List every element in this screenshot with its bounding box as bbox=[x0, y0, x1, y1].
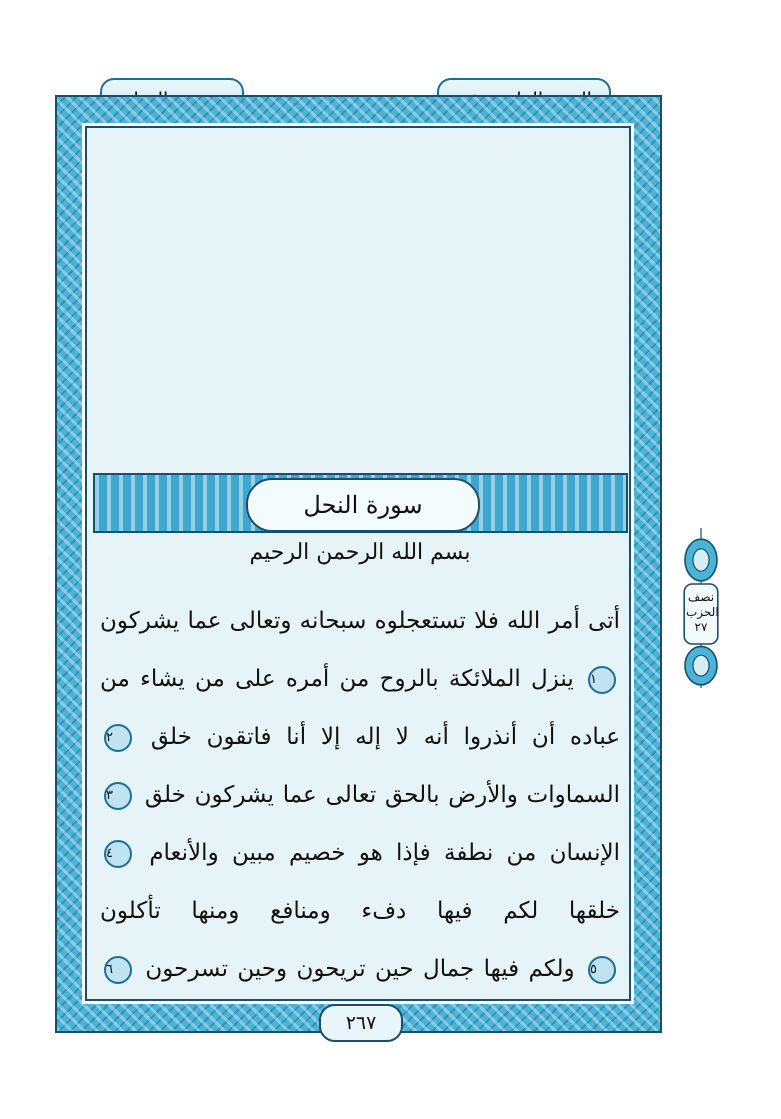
hizb-label-half: نصف bbox=[687, 590, 715, 604]
ayah-marker: ٣ bbox=[104, 782, 132, 810]
surah-title-text: سورة النحل bbox=[303, 491, 423, 519]
verse-line-text: الإنسان من نطفة فإذا هو خصيم مبين والأنعام bbox=[149, 840, 620, 866]
hizb-marker bbox=[686, 590, 719, 635]
surah-title bbox=[246, 478, 480, 532]
verse-line bbox=[100, 708, 620, 766]
ayah-marker: ١ bbox=[588, 666, 616, 694]
verse-line-text: ينزل الملائكة بالروح من أمره على من يشاء من bbox=[100, 666, 574, 692]
verse-line-text: عباده أن أنذروا أنه لا إله إلا أنا فاتقون خلق bbox=[150, 724, 620, 750]
ayah-marker: ٥ bbox=[588, 956, 616, 984]
page-number bbox=[319, 1004, 403, 1042]
verse-line-text: خلقها لكم فيها دفء ومنافع ومنها تأكلون bbox=[100, 898, 620, 924]
ayah-marker: ٤ bbox=[104, 840, 132, 868]
ayah-marker: ٢ bbox=[104, 724, 132, 752]
verse-lines bbox=[100, 592, 620, 998]
verse-line bbox=[100, 766, 620, 824]
basmala: بسم الله الرحمن الرحيم bbox=[249, 540, 471, 565]
verse-line bbox=[100, 882, 620, 940]
verse-line-text: ولكم فيها جمال حين تريحون وحين تسرحون bbox=[145, 956, 575, 982]
verse-line bbox=[100, 592, 620, 650]
hizb-label-number: ٢٧ bbox=[694, 620, 708, 634]
hizb-label-hizb: الحزب bbox=[686, 605, 719, 619]
page-number-text: ٢٦٧ bbox=[345, 1012, 377, 1034]
verse-line-text: أتى أمر الله فلا تستعجلوه سبحانه وتعالى عما يشركون bbox=[100, 608, 620, 634]
ayah-marker: ٦ bbox=[104, 956, 132, 984]
verse-line-text: السماوات والأرض بالحق تعالى عما يشركون خلق bbox=[144, 782, 620, 808]
verse-line bbox=[100, 940, 620, 998]
verse-line bbox=[100, 650, 620, 708]
verse-line bbox=[100, 824, 620, 882]
